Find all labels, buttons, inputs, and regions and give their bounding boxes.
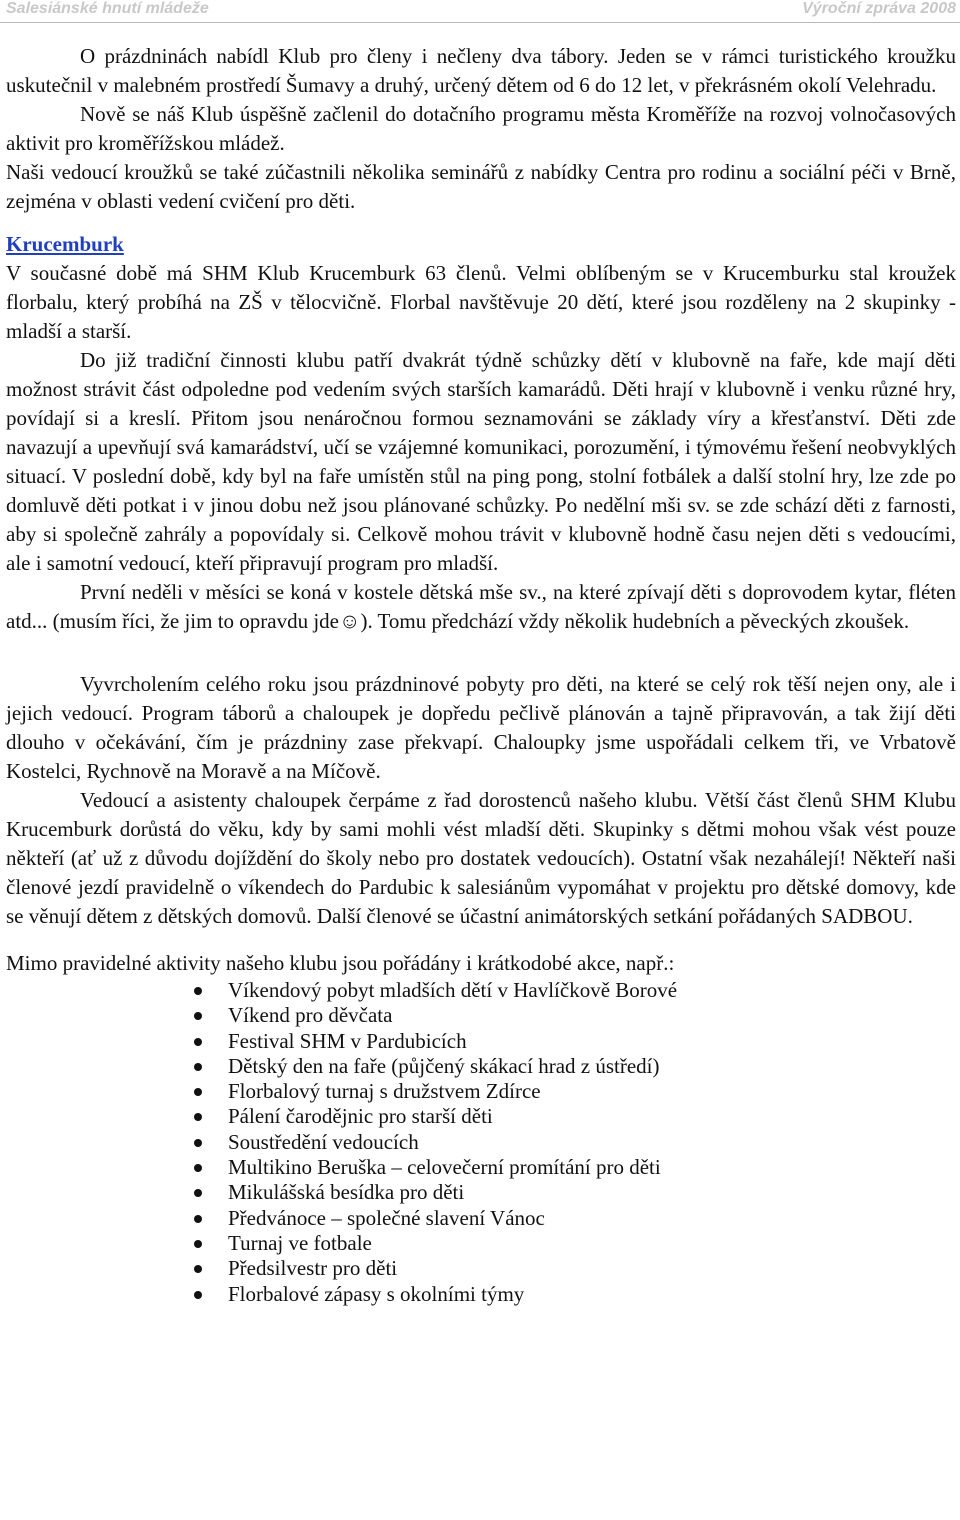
- bullet-icon: [194, 1164, 202, 1172]
- list-item: Dětský den na faře (půjčený skákací hrad z ústředí): [186, 1054, 956, 1079]
- list-item: Víkendový pobyt mladších dětí v Havlíčkově Borové: [186, 978, 956, 1003]
- bullet-icon: [194, 1265, 202, 1273]
- activities-intro: Mimo pravidelné aktivity našeho klubu jsou pořádány i krátkodobé akce, např.:: [6, 951, 675, 975]
- bullet-icon: [194, 1240, 202, 1248]
- list-item: Soustředění vedoucích: [186, 1130, 956, 1155]
- bullet-icon: [194, 1038, 202, 1046]
- krucemburk-paragraph-leaders: Vedoucí a asistenty chaloupek čerpáme z řad dorostenců našeho klubu. Větší část členů SHM Klubu Krucemburk dorůstá do věku, kdy by sami mohli vést mladší děti. Skupinky s dětmi mohou však vést pouze někteří (ať už z důvodu dojíždění do školy nebo pro dostatek vedoucích). Ostatní však nezahálejí! Někteří naši členové jezdí pravidelně o víkendech do Pardubic k salesiánům vypomáhat v projektu pro dětské domovy, kde se věnují dětem z dětských domovů. Další členové se účastní animátorských setkání pořádaných SADBOU.: [6, 788, 956, 928]
- header-report-title: Výroční zpráva 2008: [802, 0, 956, 17]
- krucemburk-paragraph-club-meetings: Do již tradiční činnosti klubu patří dvakrát týdně schůzky dětí v klubovně na faře, kde mají děti možnost strávit část odpoledne pod vedením svých starších kamarádů. Děti hrají v klubovně i venku různé hry, povídají si a kreslí. Přitom jsou nenáročnou formou seznamováni se základy víry a křesťanství. Děti zde navazují a upevňují svá kamarádství, učí se vzájemné komunikaci, porozumění, i týmovému řešení neobvyklých situací. V poslední době, kdy byl na faře umístěn stůl na ping pong, stolní fotbálek a další stolní hry, lze zde po domluvě děti potkat i v jinou dobu než jsou plánované schůzky. Po nedělní mši sv. se zde schází děti z farnosti, aby si společně zahrály a popovídaly si. Celkově mohou trávit v klubovně hodně času nejen děti s vedoucími, ale i samotní vedoucí, kteří připravují program pro mladší.: [6, 348, 956, 575]
- intro-paragraph-grant-program: Nově se náš Klub úspěšně začlenil do dotačního programu města Kroměříže na rozvoj volnočasových aktivit pro kroměřížskou mládež.: [6, 102, 956, 155]
- list-item: Florbalové zápasy s okolními týmy: [186, 1282, 956, 1307]
- bullet-icon: [194, 1063, 202, 1071]
- krucemburk-paragraph-holiday-stays: Vyvrcholením celého roku jsou prázdninové pobyty pro děti, na které se celý rok těší nejen ony, ale i jejich vedoucí. Program táborů a chaloupek je dopředu pečlivě plánován a tajně připravován, a tak žijí děti dlouho v očekávání, čím je prázdniny zase překvapí. Chaloupky jsme uspořádali celkem tři, ve Vrbatově Kostelci, Rychnově na Moravě a na Míčově.: [6, 672, 956, 783]
- list-item: Pálení čarodějnic pro starší děti: [186, 1104, 956, 1129]
- bullet-icon: [194, 1189, 202, 1197]
- bullet-icon: [194, 1291, 202, 1299]
- header-organization: Salesiánské hnutí mládeže: [6, 0, 209, 17]
- list-item: Multikino Beruška – celovečerní promítání pro děti: [186, 1155, 956, 1180]
- list-item: Florbalový turnaj s družstvem Zdírce: [186, 1079, 956, 1104]
- spacer: [6, 636, 956, 670]
- bullet-icon: [194, 1215, 202, 1223]
- bullet-icon: [194, 1139, 202, 1147]
- krucemburk-paragraph-members: V současné době má SHM Klub Krucemburk 63 členů. Velmi oblíbeným se v Krucemburku stal kroužek florbalu, který probíhá na ZŠ v tělocvičně. Florbal navštěvuje 20 dětí, které jsou rozděleny na 2 skupinky - mladší a starší.: [6, 261, 956, 343]
- list-item: Víkend pro děvčata: [186, 1003, 956, 1028]
- bullet-icon: [194, 1113, 202, 1121]
- bullet-icon: [194, 1012, 202, 1020]
- activities-list: [6, 978, 956, 1307]
- bullet-icon: [194, 987, 202, 995]
- list-item: Festival SHM v Pardubicích: [186, 1029, 956, 1054]
- spacer: [6, 931, 956, 949]
- page-header: [0, 0, 960, 23]
- section-title-krucemburk: Krucemburk: [6, 232, 124, 256]
- list-item: Mikulášská besídka pro děti: [186, 1180, 956, 1205]
- document-body: [6, 42, 956, 1307]
- list-item: Předvánoce – společné slavení Vánoc: [186, 1206, 956, 1231]
- bullet-icon: [194, 1088, 202, 1096]
- krucemburk-paragraph-childrens-mass: První neděli v měsíci se koná v kostele dětská mše sv., na které zpívají děti s doprovodem kytar, fléten atd... (musím říci, že jim to opravdu jde☺). Tomu předchází vždy několik hudebních a pěveckých zkoušek.: [6, 580, 956, 633]
- intro-paragraph-seminars: Naši vedoucí kroužků se také zúčastnili několika seminářů z nabídky Centra pro rodinu a sociální péči v Brně, zejména v oblasti vedení cvičení pro děti.: [6, 160, 956, 213]
- list-item: Předsilvestr pro děti: [186, 1256, 956, 1281]
- list-item: Turnaj ve fotbale: [186, 1231, 956, 1256]
- intro-paragraph-summer-camps: O prázdninách nabídl Klub pro členy i nečleny dva tábory. Jeden se v rámci turistického kroužku uskutečnil v malebném prostředí Šumavy a druhý, určený dětem od 6 do 12 let, v překrásném okolí Velehradu.: [6, 44, 956, 97]
